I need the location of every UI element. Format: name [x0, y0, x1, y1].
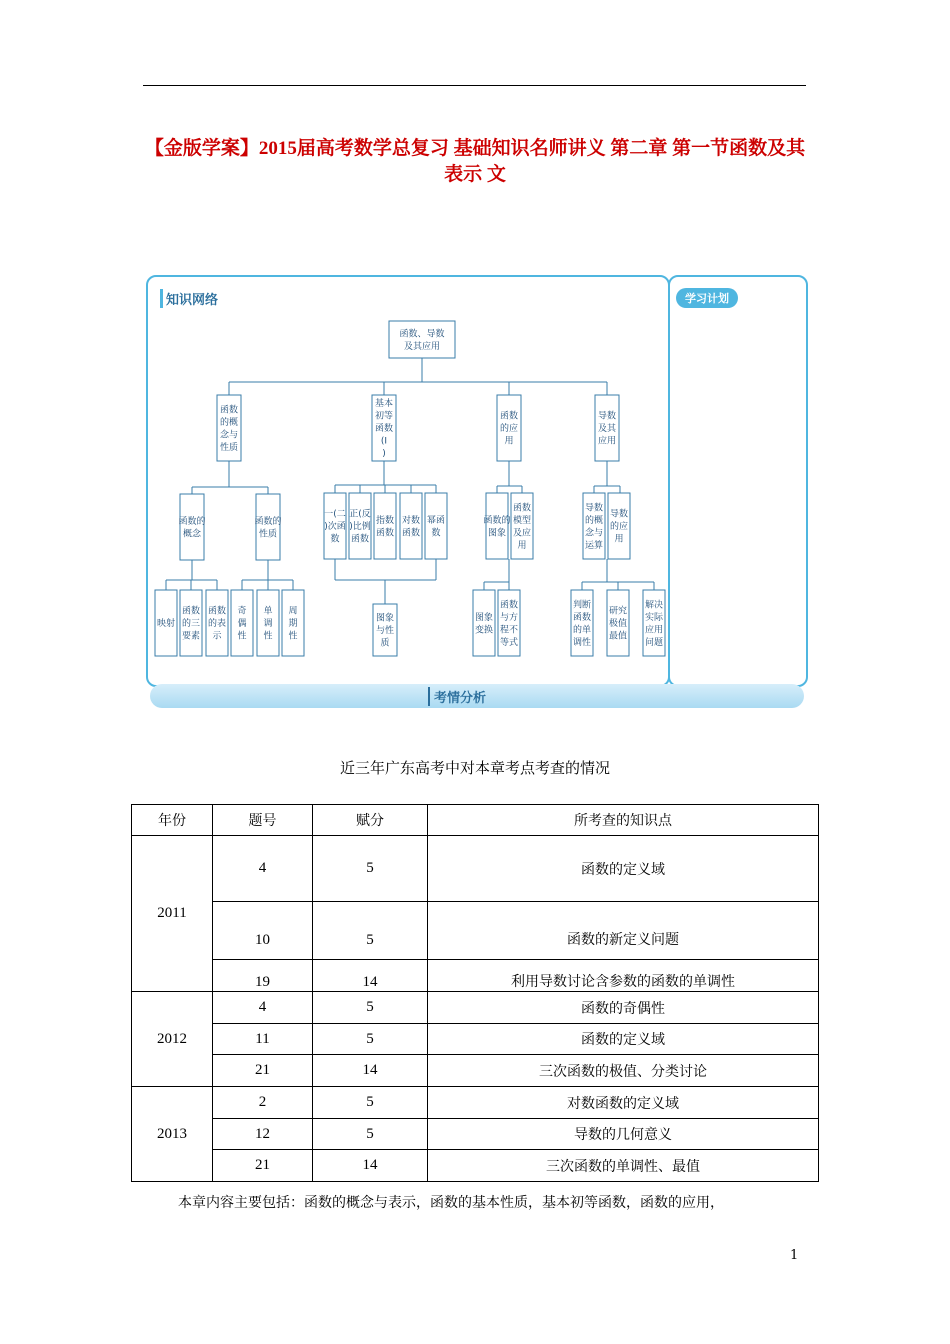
topic-cell: 三次函数的单调性、最值 — [428, 1150, 819, 1182]
number-cell: 4 — [213, 992, 313, 1024]
topic-cell: 对数函数的定义域 — [428, 1087, 819, 1119]
svg-text:一(二: 一(二 — [324, 509, 346, 520]
svg-text:性: 性 — [288, 631, 298, 642]
svg-text:用: 用 — [614, 534, 624, 545]
svg-text:导数: 导数 — [609, 509, 629, 520]
diagram-level3-node — [498, 590, 520, 656]
diagram-level3-node — [180, 590, 202, 656]
svg-text:性: 性 — [237, 631, 247, 642]
diagram-level2-node — [425, 493, 447, 559]
svg-text:): ) — [382, 449, 386, 459]
svg-text:偶: 偶 — [237, 619, 247, 629]
topic-cell: 三次函数的极值、分类讨论 — [428, 1055, 819, 1087]
chapter-summary-text: 本章内容主要包括：函数的概念与表示，函数的基本性质，基本初等函数，函数的应用， — [178, 1195, 724, 1211]
number-cell: 21 — [213, 1150, 313, 1182]
table-row — [132, 1024, 819, 1055]
table-header-row — [132, 805, 819, 836]
number-cell: 12 — [213, 1119, 313, 1150]
score-cell: 5 — [313, 1119, 428, 1150]
topic-cell: 函数的奇偶性 — [428, 992, 819, 1024]
svg-text:奇: 奇 — [237, 606, 247, 617]
svg-text:期: 期 — [288, 619, 298, 629]
svg-text:函数: 函数 — [512, 503, 532, 514]
svg-text:图象: 图象 — [375, 613, 395, 624]
header-year: 年份 — [132, 805, 213, 836]
svg-text:研究: 研究 — [608, 606, 628, 617]
diagram-level3-node — [373, 604, 397, 656]
svg-text:函数: 函数 — [350, 534, 370, 545]
table-row — [132, 1119, 819, 1150]
svg-text:性质: 性质 — [219, 442, 239, 453]
score-cell: 5 — [313, 1024, 428, 1055]
table-row — [132, 902, 819, 960]
diagram-level3-node — [643, 590, 665, 656]
knowledge-network-tag: 知识网络 — [160, 289, 218, 308]
diagram-level3-node — [571, 590, 593, 656]
diagram-level1-node — [217, 395, 241, 461]
svg-text:要素: 要素 — [181, 631, 201, 642]
topic-cell: 利用导数讨论含参数的函数的单调性 — [428, 960, 819, 992]
topic-cell: 函数的定义域 — [428, 836, 819, 902]
header-topic: 所考查的知识点 — [428, 805, 819, 836]
svg-text:运算: 运算 — [584, 540, 604, 551]
diagram-level3-node — [282, 590, 304, 656]
svg-text:解决: 解决 — [644, 600, 664, 611]
svg-text:函数的: 函数的 — [254, 516, 282, 527]
diagram-level3-node — [257, 590, 279, 656]
svg-text:指数: 指数 — [375, 515, 395, 526]
svg-text:与方: 与方 — [499, 612, 519, 623]
svg-text:极值: 极值 — [608, 619, 628, 629]
topic-cell: 函数的定义域 — [428, 1024, 819, 1055]
svg-text:图象: 图象 — [474, 612, 494, 623]
svg-text:应用: 应用 — [597, 436, 617, 447]
diagram-level2-node — [400, 493, 422, 559]
number-cell: 10 — [213, 902, 313, 960]
svg-text:导数: 导数 — [584, 503, 604, 514]
score-cell: 5 — [313, 902, 428, 960]
svg-text:初等: 初等 — [374, 411, 394, 422]
score-cell: 14 — [313, 960, 428, 992]
svg-text:最值: 最值 — [608, 631, 628, 642]
table-row — [132, 1150, 819, 1182]
number-cell: 21 — [213, 1055, 313, 1087]
svg-text:函数的: 函数的 — [483, 515, 511, 526]
svg-text:对数: 对数 — [401, 515, 421, 526]
diagram-level3-node — [473, 590, 495, 656]
svg-text:基本: 基本 — [374, 399, 394, 409]
topic-cell: 函数的新定义问题 — [428, 902, 819, 960]
svg-text:及其应用: 及其应用 — [403, 341, 441, 352]
table-row — [132, 992, 819, 1024]
svg-text:函数的: 函数的 — [178, 516, 206, 527]
svg-text:函数: 函数 — [374, 424, 394, 434]
svg-text:函数: 函数 — [219, 405, 239, 416]
page-number: 1 — [790, 1248, 799, 1263]
study-plan-tag: 学习计划 — [676, 288, 738, 308]
svg-text:数: 数 — [431, 528, 441, 539]
svg-text:的应: 的应 — [499, 424, 519, 434]
diagram-level2-node — [483, 493, 510, 559]
svg-text:质: 质 — [380, 638, 390, 649]
score-cell: 14 — [313, 1055, 428, 1087]
svg-text:)次函: )次函 — [324, 522, 346, 532]
svg-text:问题: 问题 — [644, 637, 664, 648]
svg-text:念与: 念与 — [219, 430, 239, 441]
svg-text:周: 周 — [288, 606, 298, 617]
svg-text:映射: 映射 — [156, 619, 176, 629]
diagram-level2-node — [178, 494, 205, 560]
diagram-level3-node — [231, 590, 253, 656]
table-row — [132, 1055, 819, 1087]
diagram-level3-node — [607, 590, 629, 656]
svg-text:)比例: )比例 — [349, 522, 371, 532]
table-row — [132, 960, 819, 992]
diagram-level1-node — [497, 395, 521, 461]
score-cell: 5 — [313, 836, 428, 902]
svg-text:及应: 及应 — [512, 528, 532, 539]
diagram-level2-node — [374, 493, 396, 559]
svg-text:判断: 判断 — [572, 600, 592, 611]
svg-text:概念: 概念 — [182, 529, 202, 540]
svg-text:函数: 函数 — [181, 606, 201, 617]
svg-text:实际: 实际 — [644, 612, 664, 623]
svg-text:的三: 的三 — [181, 619, 201, 629]
svg-text:变换: 变换 — [474, 625, 494, 636]
table-row — [132, 836, 819, 902]
svg-text:(I: (I — [380, 436, 388, 447]
topic-cell: 导数的几何意义 — [428, 1119, 819, 1150]
svg-text:的概: 的概 — [584, 515, 604, 526]
svg-text:函数: 函数 — [572, 612, 592, 623]
svg-text:函数: 函数 — [499, 411, 519, 422]
diagram-level3-node — [155, 590, 177, 656]
svg-text:与性: 与性 — [375, 626, 395, 636]
svg-text:应用: 应用 — [644, 625, 664, 636]
svg-text:调性: 调性 — [572, 637, 592, 648]
svg-text:及其: 及其 — [597, 424, 617, 434]
diagram-level3-node — [206, 590, 228, 656]
table-caption: 近三年广东高考中对本章考点考查的情况 — [339, 759, 610, 777]
svg-text:示: 示 — [212, 631, 222, 642]
svg-text:幂函: 幂函 — [426, 515, 446, 526]
svg-text:模型: 模型 — [512, 515, 532, 526]
svg-text:数: 数 — [330, 534, 340, 545]
number-cell: 2 — [213, 1087, 313, 1119]
header-score: 赋分 — [313, 805, 428, 836]
svg-text:函数: 函数 — [375, 528, 395, 539]
svg-text:函数、导数: 函数、导数 — [399, 329, 445, 340]
year-cell: 2013 — [132, 1087, 213, 1182]
svg-text:的单: 的单 — [572, 625, 592, 636]
svg-text:函数: 函数 — [401, 528, 421, 539]
number-cell: 4 — [213, 836, 313, 902]
document-title: 【金版学案】2015届高考数学总复习 基础知识名师讲义 第二章 第一节函数及其表示 文 — [144, 138, 806, 185]
score-cell: 14 — [313, 1150, 428, 1182]
table-row — [132, 1087, 819, 1119]
exam-table — [131, 804, 819, 1182]
svg-text:的概: 的概 — [219, 417, 239, 428]
score-cell: 5 — [313, 992, 428, 1024]
number-cell: 11 — [213, 1024, 313, 1055]
svg-text:性质: 性质 — [258, 529, 278, 540]
svg-text:图象: 图象 — [487, 528, 507, 539]
svg-text:函数: 函数 — [207, 606, 227, 617]
diagram-level2-node — [511, 493, 533, 559]
score-cell: 5 — [313, 1087, 428, 1119]
diagram-level2-node — [608, 493, 630, 559]
diagram-level2-node — [254, 494, 281, 560]
svg-text:的表: 的表 — [207, 619, 227, 629]
svg-text:用: 用 — [517, 540, 527, 551]
diagram-root-node — [389, 321, 455, 358]
svg-text:程不: 程不 — [499, 625, 519, 636]
svg-text:性: 性 — [263, 631, 273, 642]
diagram-level2-node — [583, 493, 605, 559]
header-number: 题号 — [213, 805, 313, 836]
number-cell: 19 — [213, 960, 313, 992]
year-cell: 2011 — [132, 836, 213, 992]
svg-text:函数: 函数 — [499, 600, 519, 611]
svg-text:单: 单 — [263, 606, 273, 617]
year-cell: 2012 — [132, 992, 213, 1087]
diagram-level1-node — [372, 395, 396, 461]
svg-text:的应: 的应 — [609, 522, 629, 532]
exam-analysis-tag: 考情分析 — [428, 687, 486, 706]
svg-text:念与: 念与 — [584, 528, 604, 539]
svg-text:等式: 等式 — [499, 637, 519, 648]
diagram-level1-node — [595, 395, 619, 461]
svg-text:导数: 导数 — [597, 411, 617, 422]
diagram-level2-node — [349, 493, 371, 559]
svg-text:调: 调 — [263, 619, 273, 629]
svg-text:正(反: 正(反 — [349, 509, 371, 520]
diagram-level2-node — [324, 493, 346, 559]
svg-text:用: 用 — [504, 436, 514, 447]
